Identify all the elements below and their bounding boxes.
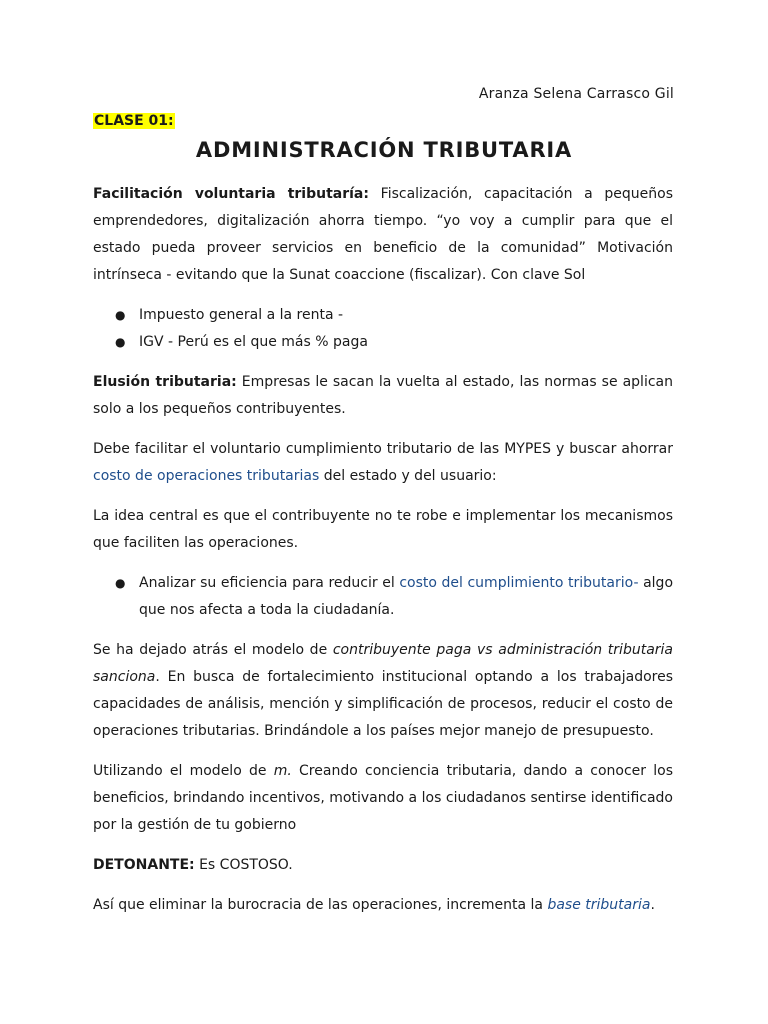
term-elusion: Elusión tributaria:: [93, 374, 237, 390]
paragraph-text: . En busca de fortalecimiento institucional optando a los trabajadores capacidades de análisis, mención y simplificación de procesos, reducir el costo de operaciones tributarias. Brindándole a los países mejor manejo de presupuesto.: [93, 669, 673, 739]
bullet-icon: ●: [115, 308, 126, 322]
bullet-list-eficiencia: [93, 570, 673, 624]
paragraph-text: .: [650, 897, 655, 913]
bullet-icon: ●: [115, 335, 126, 349]
list-item-text: Analizar su eficiencia para reducir el: [139, 575, 400, 591]
list-item-text: Impuesto general a la renta -: [139, 307, 344, 323]
paragraph-text: Empresas le sacan la vuelta al estado, las normas se aplican solo a los pequeños contribuyentes.: [93, 374, 673, 417]
paragraph-facilitacion: [93, 181, 673, 289]
paragraph-mypes: [93, 436, 673, 490]
paragraph-text: del estado y del usuario:: [319, 468, 497, 484]
paragraph-text: Debe facilitar el voluntario cumplimiento tributario de las MYPES y buscar ahorrar: [93, 441, 673, 457]
list-item: [93, 302, 673, 329]
link-costo-operaciones[interactable]: costo de operaciones tributarias: [93, 468, 320, 484]
paragraph-text: Fiscalización, capacitación a pequeños emprendedores, digitalización ahorra tiempo. “yo voy a cumplir para que el estado pueda proveer servicios en beneficio de la comunidad” Motivación intrínseca - evitando que la Sunat coaccione (fiscalizar). Con clave Sol: [93, 186, 673, 283]
paragraph-elusion: [93, 369, 673, 423]
document-body: [93, 181, 673, 932]
bullet-icon: ●: [115, 576, 126, 590]
italic-text: m.: [273, 763, 292, 779]
paragraph-detonante: [93, 852, 673, 879]
link-base-tributaria[interactable]: base tributaria: [547, 897, 651, 913]
document-title: ADMINISTRACIÓN TRIBUTARIA: [195, 138, 573, 162]
paragraph-text: Así que eliminar la burocracia de las operaciones, incrementa la: [93, 897, 548, 913]
paragraph-idea-central: [93, 503, 673, 557]
paragraph-text: Es COSTOSO.: [194, 857, 293, 873]
paragraph-text: Creando conciencia tributaria, dando a conocer los beneficios, brindando incentivos, motivando a los ciudadanos sentirse identificado por la gestión de tu gobierno: [93, 763, 674, 833]
paragraph-burocracia: [93, 892, 673, 919]
list-item-text: IGV - Perú es el que más % paga: [139, 334, 368, 350]
term-facilitacion: Facilitación voluntaria tributaría:: [93, 186, 369, 202]
list-item: [93, 570, 673, 624]
bullet-list-impuestos: [93, 302, 673, 356]
paragraph-conciencia: [93, 758, 673, 839]
class-label: CLASE 01:: [94, 113, 174, 129]
author-name: Aranza Selena Carrasco Gil: [478, 86, 674, 102]
list-item-text: algo que nos afecta a toda la ciudadanía.: [139, 575, 674, 618]
paragraph-text: Utilizando el modelo de: [93, 763, 274, 779]
paragraph-modelo: [93, 637, 673, 745]
paragraph-text: La idea central es que el contribuyente no te robe e implementar los mecanismos que faciliten las operaciones.: [93, 508, 673, 551]
paragraph-text: Se ha dejado atrás el modelo de: [93, 642, 333, 658]
italic-text: contribuyente paga vs administración tributaria sanciona: [93, 642, 673, 685]
link-costo-cumplimiento[interactable]: costo del cumplimiento tributario-: [399, 575, 639, 591]
term-detonante: DETONANTE:: [93, 857, 195, 873]
list-item: [93, 329, 673, 356]
